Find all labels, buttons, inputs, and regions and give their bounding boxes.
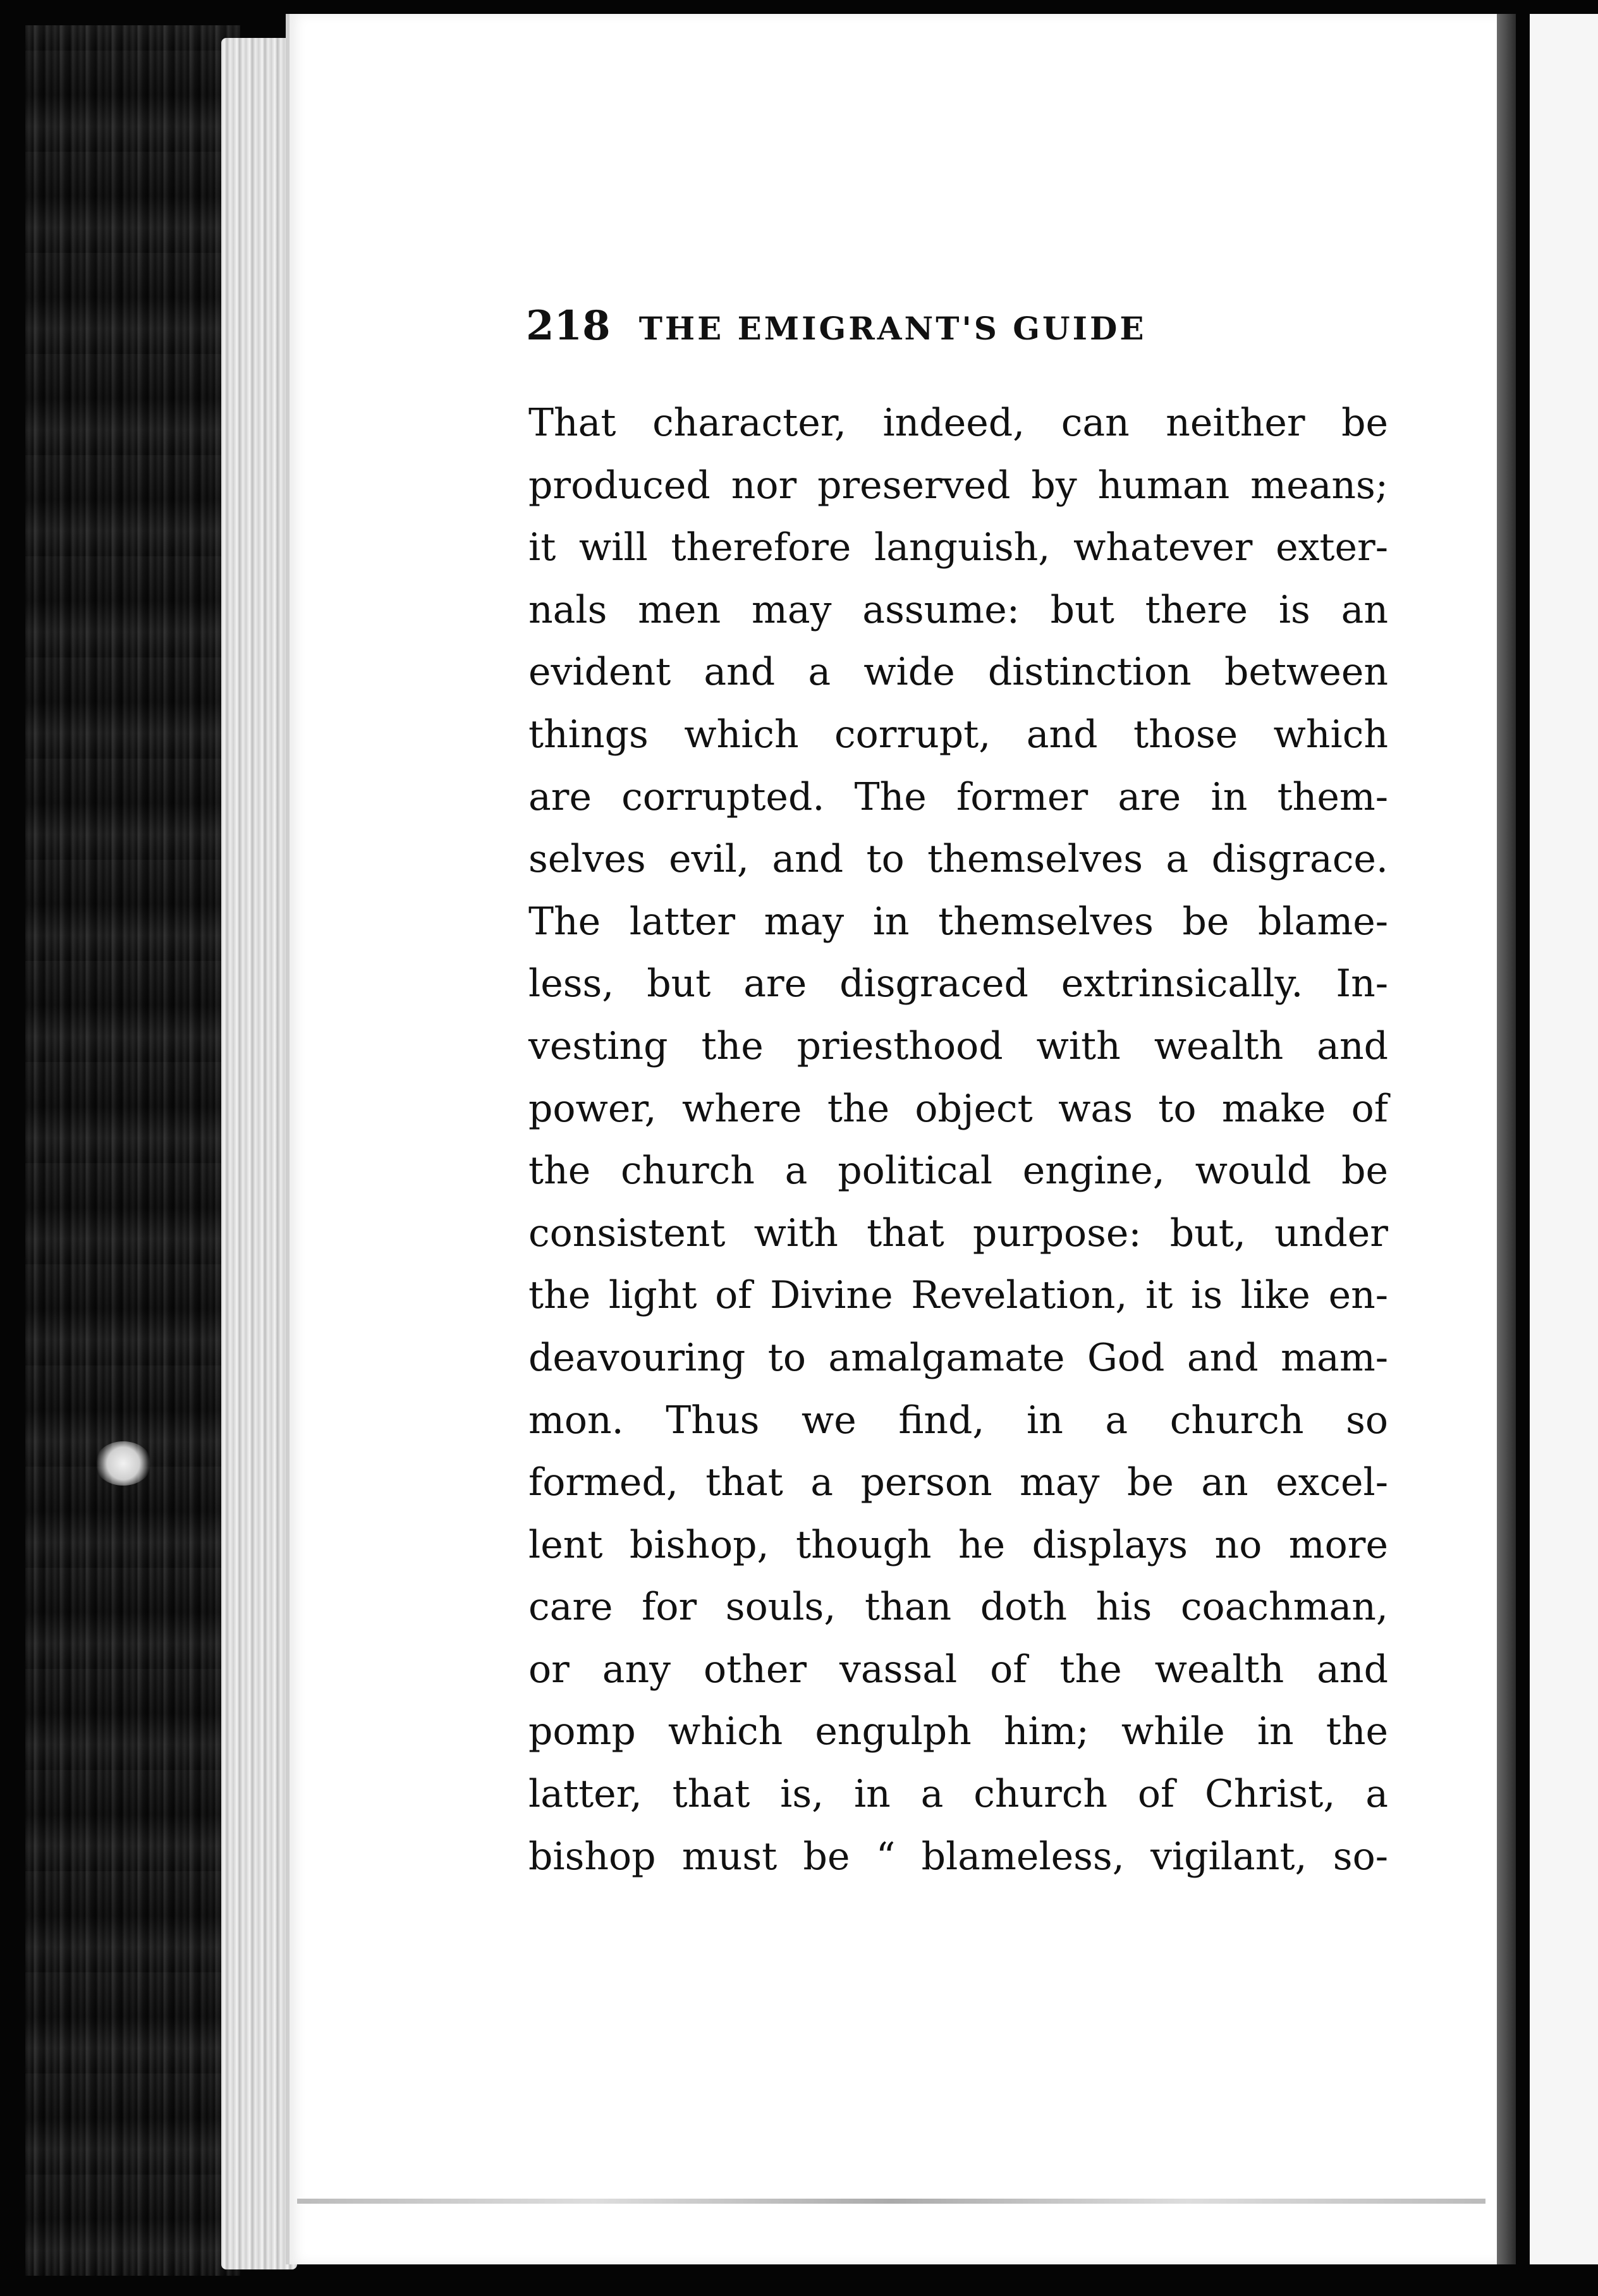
page-bottom-edge xyxy=(297,2199,1485,2204)
text-line: evident and a wide distinction between xyxy=(528,650,1388,695)
text-line: nals men may assume: but there is an xyxy=(528,587,1388,632)
text-line: latter, that is, in a church of Christ, a xyxy=(528,1772,1388,1817)
text-line: are corrupted. The former are in them- xyxy=(528,774,1388,819)
gutter-shadow xyxy=(1497,14,1516,2264)
facing-page xyxy=(1530,14,1598,2264)
paper-blot xyxy=(95,1441,152,1486)
text-line: pomp which engulph him; while in the xyxy=(528,1709,1388,1754)
text-line: consistent with that purpose: but, under xyxy=(528,1211,1388,1255)
text-line: or any other vassal of the wealth and xyxy=(528,1647,1388,1692)
running-header xyxy=(526,302,1284,359)
text-line: formed, that a person may be an excel- xyxy=(528,1460,1388,1505)
text-line: it will therefore languish, whatever exter- xyxy=(528,525,1388,570)
text-line: the light of Divine Revelation, it is like en- xyxy=(528,1273,1388,1318)
text-line: care for souls, than doth his coachman, xyxy=(528,1585,1388,1630)
text-line: less, but are disgraced extrinsically. In- xyxy=(528,962,1388,1006)
text-line: bishop must be “ blameless, vigilant, so- xyxy=(528,1834,1388,1879)
text-line: produced nor preserved by human means; xyxy=(528,463,1388,508)
body-text xyxy=(528,392,1388,1888)
text-line: things which corrupt, and those which xyxy=(528,712,1388,757)
text-line: lent bishop, though he displays no more xyxy=(528,1522,1388,1567)
text-line: deavouring to amalgamate God and mam- xyxy=(528,1335,1388,1380)
page-number: 218 xyxy=(526,302,611,350)
text-line: power, where the object was to make of xyxy=(528,1086,1388,1131)
text-line: mon. Thus we find, in a church so xyxy=(528,1398,1388,1443)
spine-texture xyxy=(25,25,240,2276)
text-line: The latter may in themselves be blame- xyxy=(528,899,1388,944)
running-title: THE EMIGRANT'S GUIDE xyxy=(638,310,1147,347)
text-line: That character, indeed, can neither be xyxy=(528,401,1388,445)
text-line: vesting the priesthood with wealth and xyxy=(528,1023,1388,1068)
text-line: selves evil, and to themselves a disgrace. xyxy=(528,837,1388,882)
text-line: the church a political engine, would be xyxy=(528,1149,1388,1194)
